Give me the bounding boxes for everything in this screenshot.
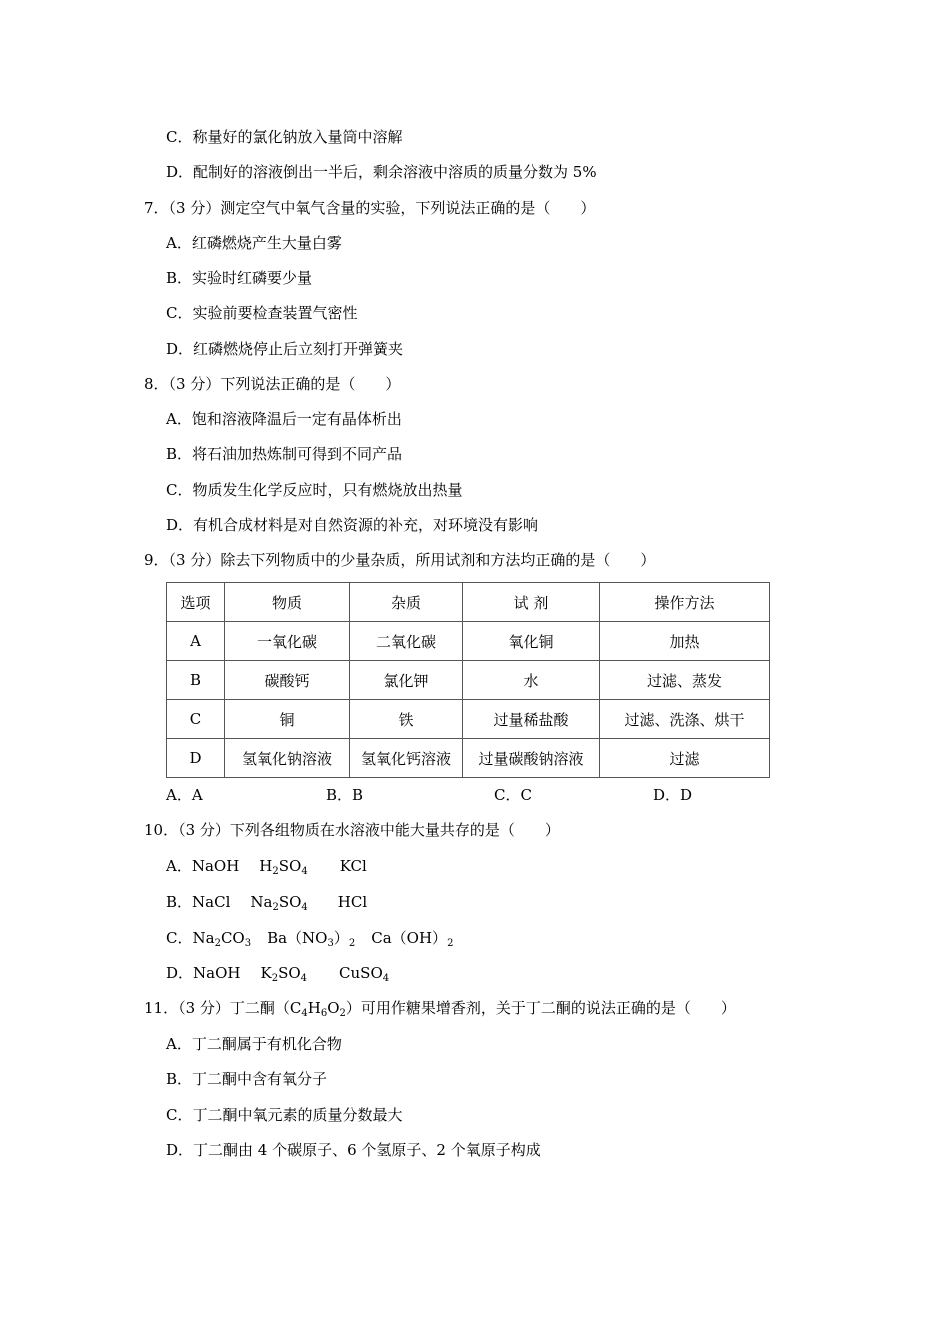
formula <box>371 929 453 947</box>
formula <box>250 893 307 911</box>
subscript: 4 <box>382 973 390 984</box>
q11-option-a: A．丁二酮属于有机化合物 <box>166 1035 342 1053</box>
q6-option-d: D．配制好的溶液倒出一半后，剩余溶液中溶质的质量分数为 5% <box>166 163 597 181</box>
formula-part: Ca（OH） <box>371 929 448 947</box>
q11-option-b: B．丁二酮中含有氧分子 <box>166 1070 328 1088</box>
formula: KCl <box>339 857 367 875</box>
stem-part: 11．（3 分）丁二酮（C <box>144 999 302 1017</box>
q11-option-c: C．丁二酮中氧元素的质量分数最大 <box>166 1106 403 1124</box>
subscript: 2 <box>339 1008 346 1019</box>
formula-part: SO <box>278 857 302 875</box>
subscript: 2 <box>348 938 356 949</box>
formula-part: H <box>259 857 273 875</box>
subscript: 4 <box>301 866 308 877</box>
q10-option-c <box>166 928 453 948</box>
q9-table <box>166 582 770 778</box>
formula <box>339 964 389 982</box>
option-label: A． <box>166 857 192 875</box>
q7-option-d: D．红磷燃烧停止后立刻打开弹簧夹 <box>166 340 404 358</box>
q10-option-a <box>166 856 367 876</box>
q6-option-c: C．称量好的氯化钠放入量筒中溶解 <box>166 128 403 146</box>
q9-option-c: C．C <box>494 786 532 804</box>
table-cell: 氧化铜 <box>463 622 600 661</box>
table-row <box>167 661 770 700</box>
q8-option-a: A．饱和溶液降温后一定有晶体析出 <box>166 410 402 428</box>
formula <box>259 857 307 875</box>
table-cell: 氯化钾 <box>350 661 463 700</box>
table-row <box>167 700 770 739</box>
formula-part: SO <box>278 893 302 911</box>
table-cell: 二氧化碳 <box>350 622 463 661</box>
stem-part: O <box>327 999 340 1017</box>
q7-option-b: B．实验时红磷要少量 <box>166 269 313 287</box>
subscript: 2 <box>272 866 279 877</box>
subscript: 4 <box>301 902 308 913</box>
q9-option-a: A．A <box>166 786 203 804</box>
q10-option-b <box>166 892 367 912</box>
formula-part: ） <box>333 929 349 947</box>
formula: NaOH <box>193 964 241 982</box>
q8-option-d: D．有机合成材料是对自然资源的补充，对环境没有影响 <box>166 516 539 534</box>
formula <box>267 929 355 947</box>
q7-stem: 7．（3 分）测定空气中氧气含量的实验，下列说法正确的是（ ） <box>144 199 596 217</box>
q8-option-b: B．将石油加热炼制可得到不同产品 <box>166 445 403 463</box>
table-header-cell: 试 剂 <box>463 583 600 622</box>
formula: NaOH <box>191 857 240 875</box>
table-header-cell: 物质 <box>225 583 350 622</box>
subscript: 2 <box>447 938 454 949</box>
q9-option-d: D．D <box>653 786 693 804</box>
q11-option-d: D．丁二酮由 4 个碳原子、6 个氢原子、2 个氧原子构成 <box>166 1141 541 1159</box>
table-cell: B <box>167 661 225 700</box>
table-cell: D <box>167 739 225 778</box>
stem-part: H <box>307 999 321 1017</box>
formula-part: CuSO <box>339 964 383 982</box>
table-header-cell: 操作方法 <box>600 583 770 622</box>
formula-part: Ba（NO <box>267 929 328 947</box>
table-cell: 铜 <box>225 700 350 739</box>
table-header-cell: 选项 <box>167 583 225 622</box>
formula-part: CO <box>220 929 245 947</box>
subscript: 4 <box>300 973 308 984</box>
table-cell: 铁 <box>350 700 463 739</box>
table-cell: 碳酸钙 <box>225 661 350 700</box>
option-label: B． <box>166 893 193 911</box>
q10-stem: 10．（3 分）下列各组物质在水溶液中能大量共存的是（ ） <box>144 821 560 839</box>
option-label: D． <box>166 964 194 982</box>
subscript: 4 <box>301 1008 308 1019</box>
table-cell: C <box>167 700 225 739</box>
table-header-cell: 杂质 <box>350 583 463 622</box>
formula-part: Na <box>250 893 273 911</box>
q7-option-a: A．红磷燃烧产生大量白雾 <box>166 234 342 252</box>
table-cell: 一氧化碳 <box>225 622 350 661</box>
q9-option-b: B．B <box>326 786 364 804</box>
formula <box>192 929 251 947</box>
table-row <box>167 622 770 661</box>
formula: HCl <box>337 893 368 911</box>
table-cell: 过滤 <box>600 739 770 778</box>
q11-stem <box>144 998 736 1018</box>
q8-option-c: C．物质发生化学反应时，只有燃烧放出热量 <box>166 481 463 499</box>
formula: NaCl <box>192 893 231 911</box>
subscript: 3 <box>244 938 252 949</box>
formula <box>260 964 307 982</box>
q10-option-d <box>166 963 389 983</box>
table-cell: 氢氧化钙溶液 <box>350 739 463 778</box>
table-cell: 加热 <box>600 622 770 661</box>
formula-part: Na <box>192 929 215 947</box>
subscript: 2 <box>214 938 221 949</box>
table-header-row <box>167 583 770 622</box>
q7-option-c: C．实验前要检查装置气密性 <box>166 304 358 322</box>
table-cell: 过量稀盐酸 <box>463 700 600 739</box>
table-cell: 过滤、洗涤、烘干 <box>600 700 770 739</box>
option-label: C． <box>166 929 193 947</box>
formula-part: SO <box>278 964 301 982</box>
table-cell: 水 <box>463 661 600 700</box>
stem-part: ）可用作糖果增香剂，关于丁二酮的说法正确的是（ ） <box>345 999 736 1017</box>
table-cell: A <box>167 622 225 661</box>
table-cell: 过滤、蒸发 <box>600 661 770 700</box>
subscript: 3 <box>327 938 334 949</box>
table-row <box>167 739 770 778</box>
subscript: 6 <box>320 1008 328 1019</box>
table-cell: 过量碳酸钠溶液 <box>463 739 600 778</box>
formula-part: K <box>260 964 272 982</box>
subscript: 2 <box>271 973 279 984</box>
table-cell: 氢氧化钠溶液 <box>225 739 350 778</box>
q9-stem: 9．（3 分）除去下列物质中的少量杂质，所用试剂和方法均正确的是（ ） <box>144 551 656 569</box>
q8-stem: 8．（3 分）下列说法正确的是（ ） <box>144 375 401 393</box>
subscript: 2 <box>272 902 279 913</box>
